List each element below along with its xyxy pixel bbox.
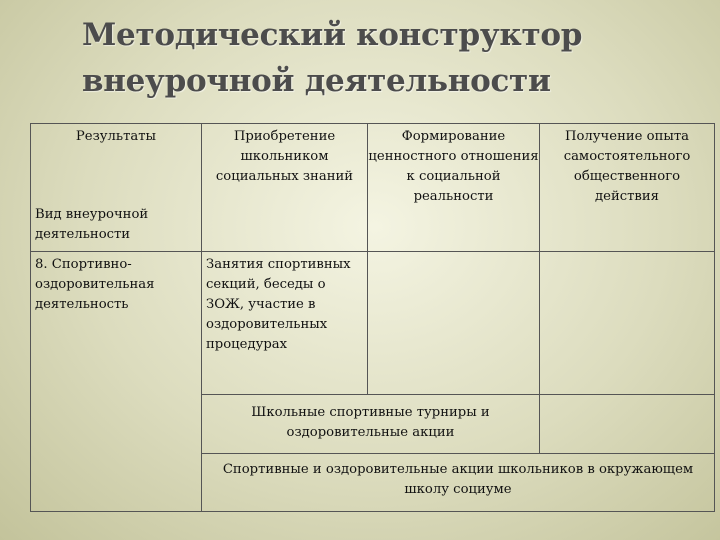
empty-cell-level-3: [540, 252, 714, 395]
results-label: Результаты: [75, 129, 157, 144]
level-2-text: Школьные спортивные турниры и оздоровительные акции: [251, 405, 490, 440]
level-3-cell: [202, 454, 714, 511]
slide-title-line-2: внеурочной деятельности: [82, 63, 551, 99]
slide-title: [82, 12, 682, 104]
empty-cell-level-2: [368, 252, 540, 395]
level-1-text: Занятия спортивных секций, беседы о ЗОЖ, участие в оздоровительных процедурах: [206, 257, 351, 352]
constructor-table: [30, 123, 715, 512]
level-3-text: Спортивные и оздоровительные акции школьников в окружающем школу социуме: [222, 462, 694, 497]
empty-cell-row-3: [540, 395, 714, 454]
level-1-cell: [202, 252, 368, 395]
header-level-1-text: Приобретение школьником социальных знаний: [215, 129, 354, 184]
activity-type-label: Вид внеурочной деятельности: [35, 207, 149, 242]
header-level-2-text: Формирование ценностного отношения к социальной реальности: [368, 129, 539, 204]
header-level-3-text: Получение опыта самостоятельного общественного действия: [563, 129, 691, 204]
header-cell-level-3: [540, 124, 714, 252]
row-label-text: 8. Спортивно-оздоровительная деятельность: [35, 257, 155, 312]
slide-title-line-1: Методический конструктор: [82, 17, 583, 53]
row-label-cell: [31, 252, 202, 511]
corner-cell: [31, 124, 202, 252]
level-2-cell: [202, 395, 540, 454]
header-cell-level-2: [368, 124, 540, 252]
header-cell-level-1: [202, 124, 368, 252]
